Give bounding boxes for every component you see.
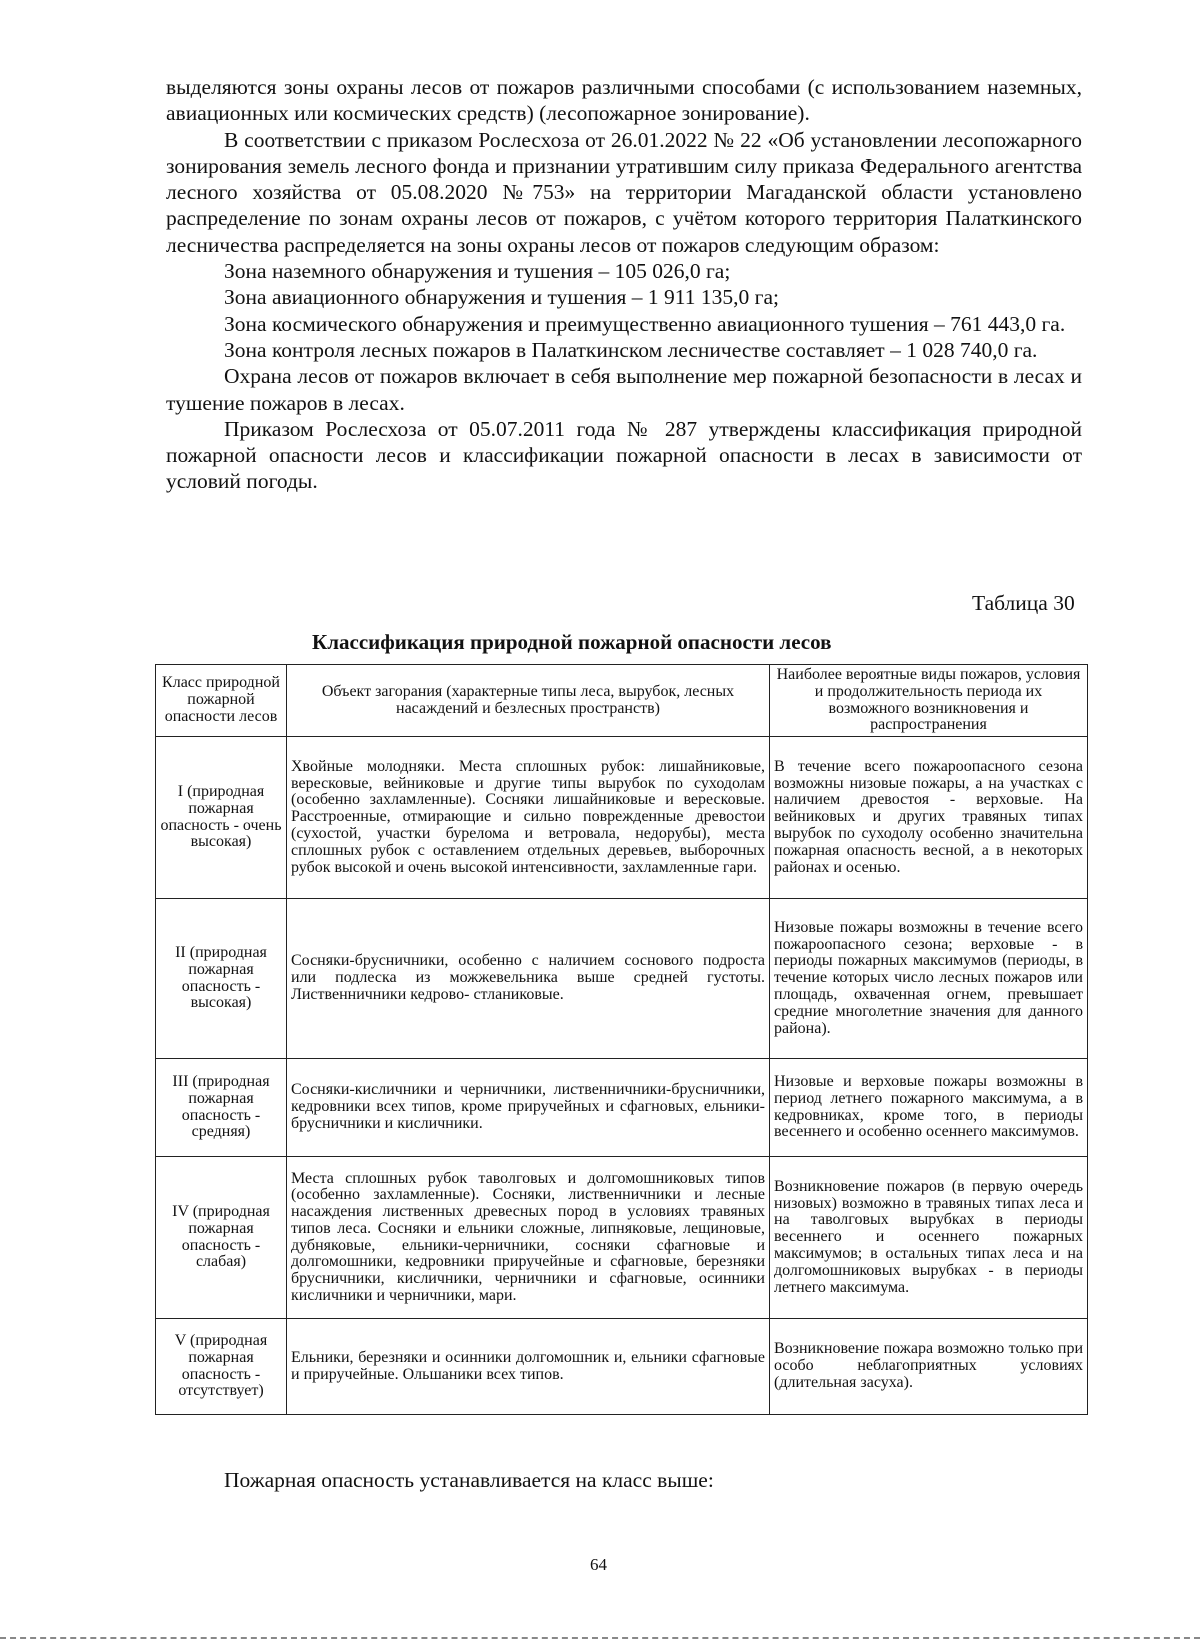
table-row (156, 737, 1088, 899)
cell-object: Сосняки-брусничники, особенно с наличием соснового подроста или подлеска из можжевельника выше средней густоты. Лиственничники кедрово- стланиковые. (287, 899, 770, 1059)
paragraph: выделяются зоны охраны лесов от пожаров различными способами (с использованием наземных, авиационных или космических средств) (лесопожарное зонирование). (166, 75, 1082, 126)
table-row (156, 1157, 1088, 1319)
cell-class: III (природная пожарная опасность - средняя) (156, 1059, 287, 1157)
classification-table (155, 664, 1088, 1415)
paragraph: Зона космического обнаружения и преимущественно авиационного тушения – 761 443,0 га. (224, 311, 1066, 336)
cell-object: Хвойные молодняки. Места сплошных рубок: лишайниковые, вересковые, вейниковые и другие типы вырубок по суходолам (особенно захламленные). Сосняки лишайниковые и вересковые. Расстроенные, отмирающие и сильно поврежденные древостои (сухостой, участки бурелома и ветровала, недорубы), места сплошных рубок с оставлением отдельных деревьев, выборочных рубок высокой и очень высокой интенсивности, захламленные гари. (287, 737, 770, 899)
cell-class: II (природная пожарная опасность - высокая) (156, 899, 287, 1059)
cell-fires: В течение всего пожароопасного сезона возможны низовые пожары, а на участках с наличием древостоя - верховые. На вейниковых и других травяных типах вырубок по суходолу особенно значительна пожарная опасность весной, а в некоторых районах и осенью. (770, 737, 1088, 899)
cell-fires: Возникновение пожара возможно только при особо неблагоприятных условиях (длительная засуха). (770, 1319, 1088, 1415)
header-object: Объект загорания (характерные типы леса, вырубок, лесных насаждений и безлесных пространств) (287, 665, 770, 737)
paragraph: Зона контроля лесных пожаров в Палаткинском лесничестве составляет – 1 028 740,0 га. (224, 337, 1038, 362)
cell-class: IV (природная пожарная опасность - слабая) (156, 1157, 287, 1319)
trailing-paragraph: Пожарная опасность устанавливается на класс выше: (224, 1468, 714, 1492)
paragraph: Охрана лесов от пожаров включает в себя выполнение мер пожарной безопасности в лесах и тушение пожаров в лесах. (166, 364, 1082, 415)
paragraph: Приказом Рослесхоза от 05.07.2011 года № 287 утверждены классификация природной пожарной опасности лесов и классификации пожарной опасности в лесах в зависимости от условий погоды. (166, 416, 1082, 494)
page-edge-divider (0, 1637, 1200, 1639)
cell-object: Сосняки-кисличники и черничники, лиственничники-брусничники, кедровники всех типов, кроме приручейных и сфагновых, ельники- брусничники и кисличники. (287, 1059, 770, 1157)
body-text (166, 74, 1082, 495)
cell-fires: Возникновение пожаров (в первую очередь низовых) возможно в травяных типах леса и на таволговых вырубках в периоды весеннего и осеннего пожарных максимумов; в остальных типах леса и на долгомошниковых вырубках - в периоды летнего максимума. (770, 1157, 1088, 1319)
table-header-row (156, 665, 1088, 737)
header-fires: Наиболее вероятные виды пожаров, условия и продолжительность периода их возможного возникновения и распространения (770, 665, 1088, 737)
page-number: 64 (590, 1555, 607, 1574)
cell-class: I (природная пожарная опасность - очень высокая) (156, 737, 287, 899)
cell-object: Места сплошных рубок таволговых и долгомошниковых типов (особенно захламленные). Сосняки, лиственничники и лесные насаждения лиственных древесных пород в условиях травяных типов леса. Сосняки и ельники сложные, липняковые, лещиновые, дубняковые, ельники-черничники, сосняки сфагновые и долгомошники, кедровники приручейные и сфагновые, березняки брусничники, кисличники, черничники и сфагновые, осинники кисличники и черничники, мари. (287, 1157, 770, 1319)
table-row (156, 1059, 1088, 1157)
paragraph: В соответствии с приказом Рослесхоза от 26.01.2022 № 22 «Об установлении лесопожарного зонирования земель лесного фонда и признании утратившим силу приказа Федерального агентства лесного хозяйства от 05.08.2020 №753» на территории Магаданской области установлено распределение по зонам охраны лесов от пожаров, с учётом которого территория Палаткинского лесничества распределяется на зоны охраны лесов от пожаров следующим образом: (166, 127, 1082, 257)
paragraph: Зона авиационного обнаружения и тушения – 1 911 135,0 га; (224, 285, 779, 310)
table-row (156, 1319, 1088, 1415)
paragraph: Зона наземного обнаружения и тушения – 105 026,0 га; (224, 259, 731, 284)
cell-object: Ельники, березняки и осинники долгомошник и, ельники сфагновые и приручейные. Ольшаники всех типов. (287, 1319, 770, 1415)
cell-fires: Низовые и верховые пожары возможны в период летнего пожарного максимума, а в кедровниках, кроме того, в периоды весеннего и особенно осеннего максимумов. (770, 1059, 1088, 1157)
cell-fires: Низовые пожары возможны в течение всего пожароопасного сезона; верховые - в периоды пожарных максимумов (периоды, в течение которых число лесных пожаров или площадь, охваченная огнем, превышает средние многолетние значения для данного района). (770, 899, 1088, 1059)
table-title: Классификация природной пожарной опасности лесов (312, 630, 832, 654)
cell-class: V (природная пожарная опасность - отсутствует) (156, 1319, 287, 1415)
table-row (156, 899, 1088, 1059)
header-class: Класс природной пожарной опасности лесов (156, 665, 287, 737)
table-number: Таблица 30 (972, 591, 1075, 615)
